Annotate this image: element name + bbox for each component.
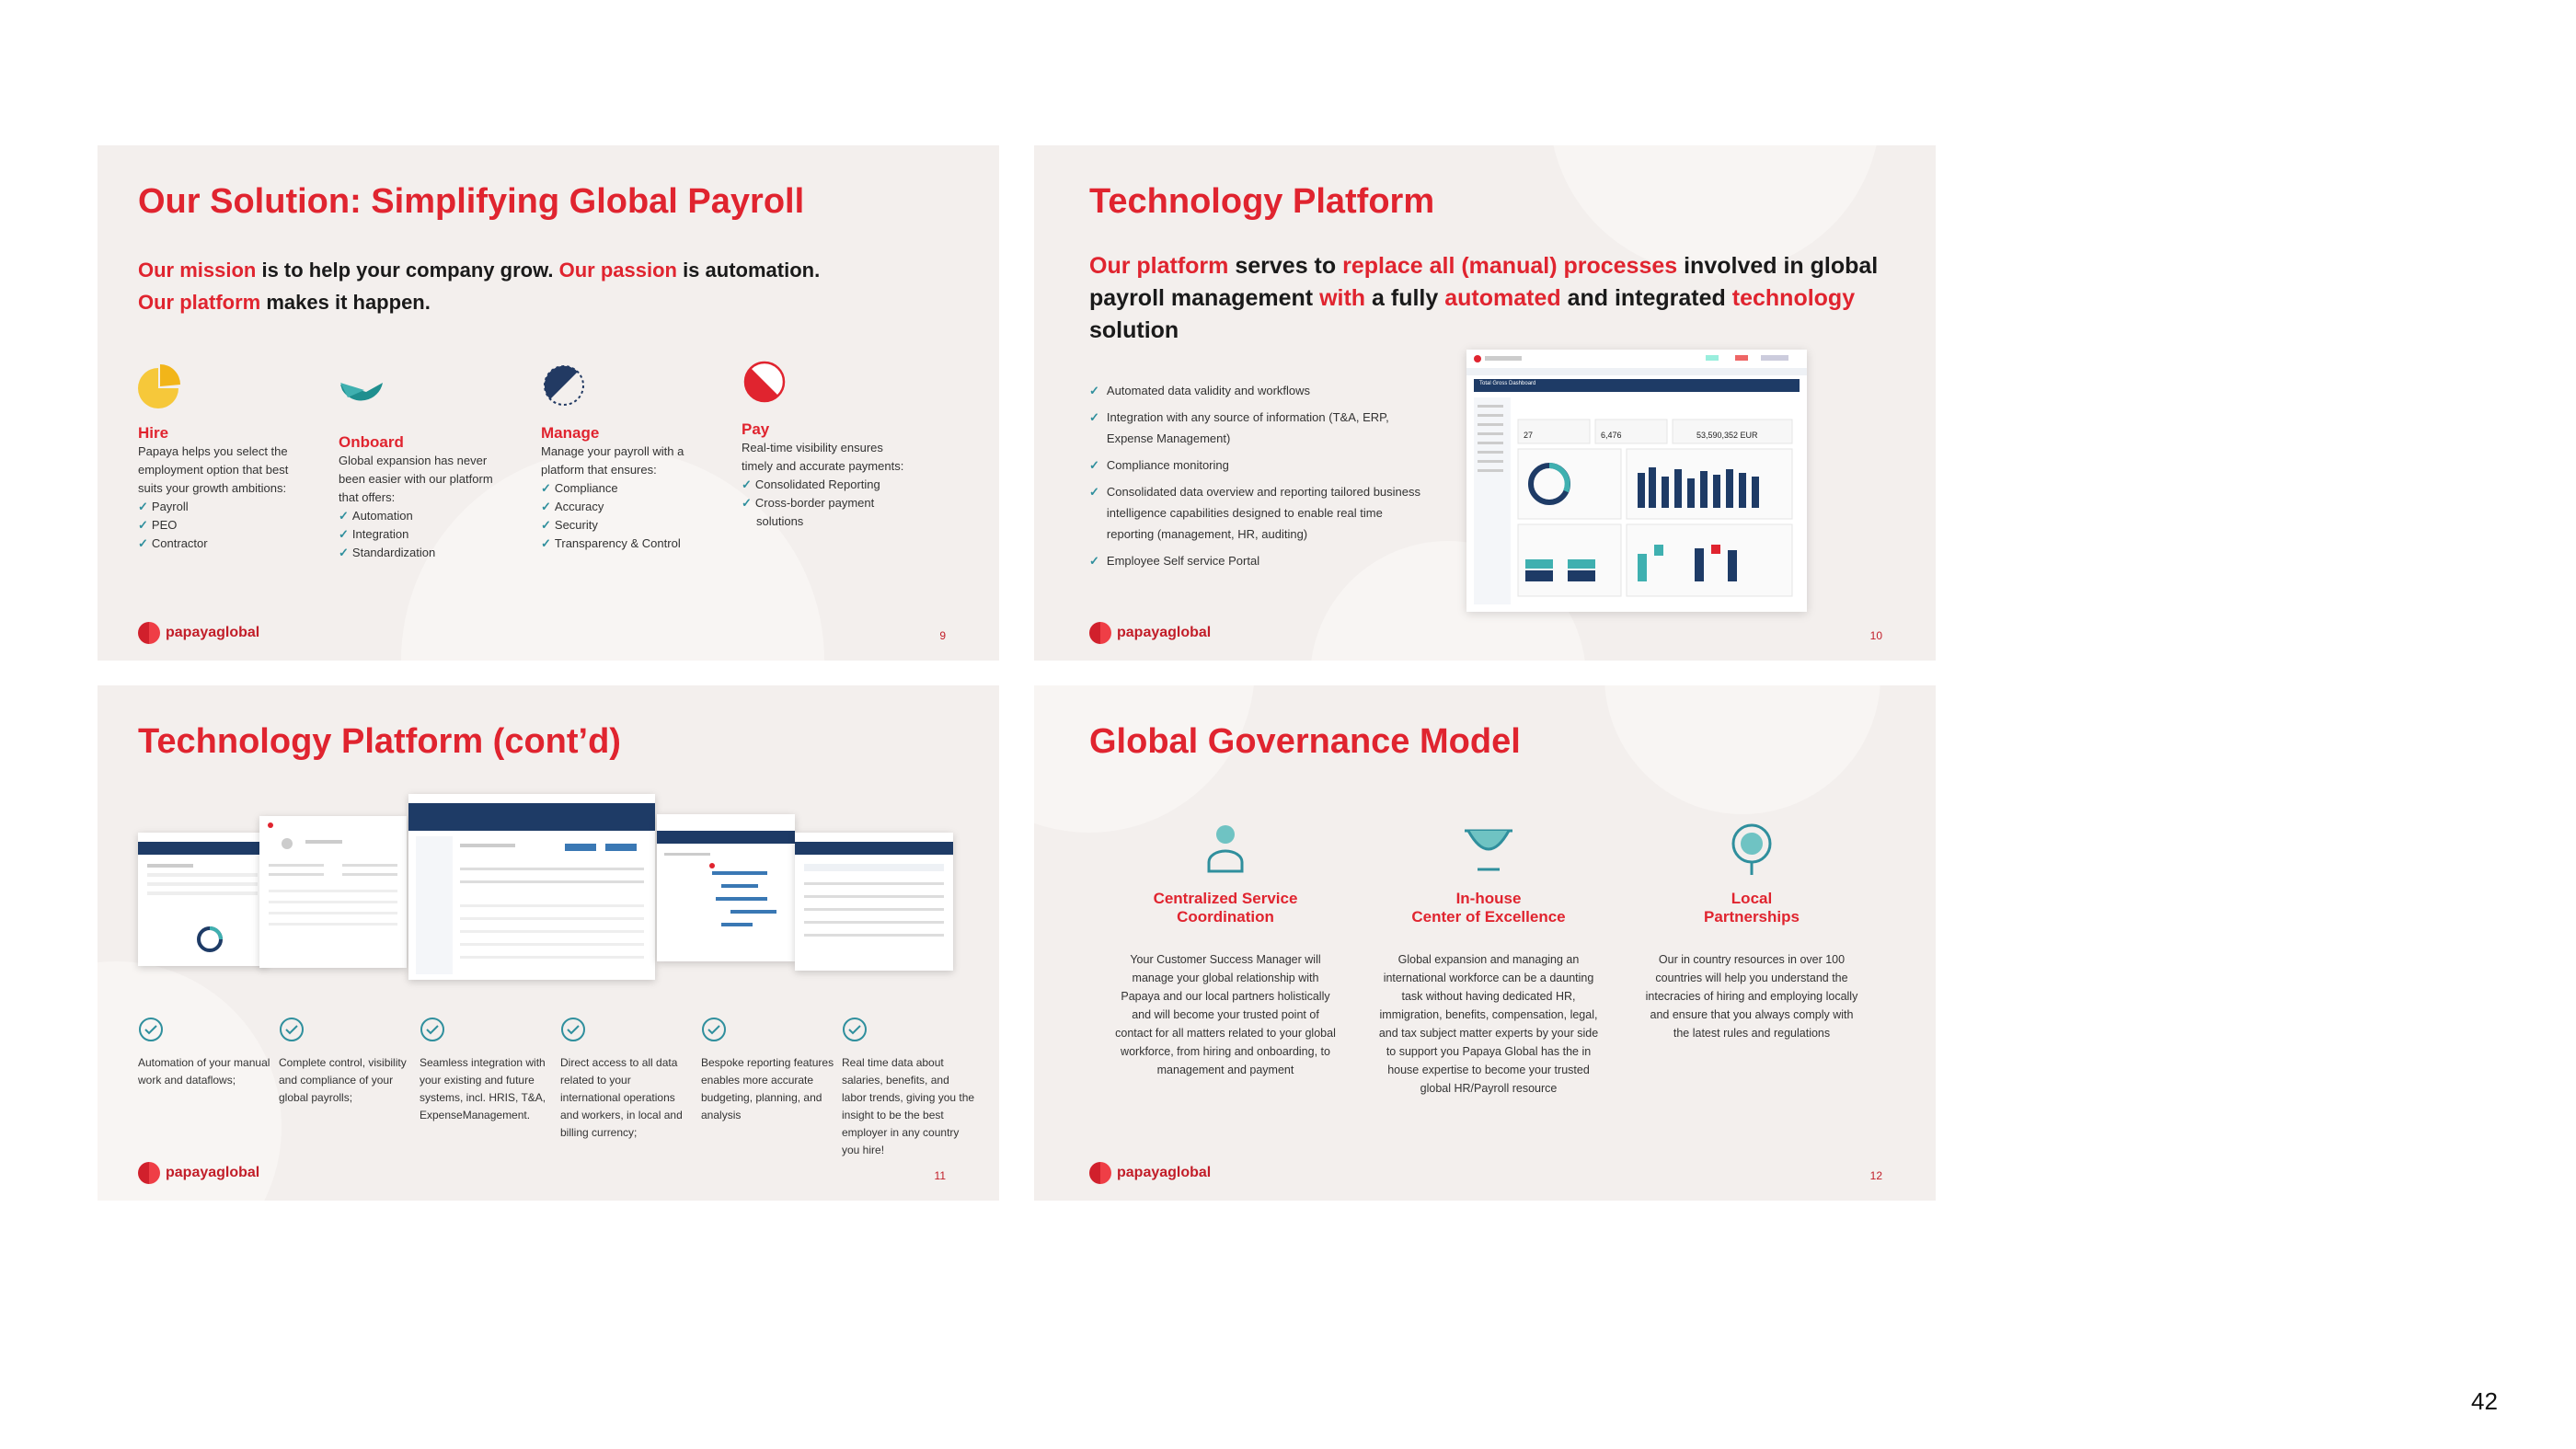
- check-icon: ✓: [742, 477, 752, 491]
- screenshot-content: [657, 844, 795, 963]
- step-onboard: [339, 372, 513, 562]
- screenshot-content: [259, 816, 407, 968]
- screenshot-content: [795, 855, 953, 969]
- bowl-icon: [339, 372, 385, 418]
- feature-integration: Seamless integration with your existing and future systems, incl. HRIS, T&A, ExpenseManagement.: [420, 1017, 553, 1124]
- check-icon: ✓: [1089, 554, 1099, 568]
- step-description: Real-time visibility ensures timely and accurate payments:: [742, 441, 904, 473]
- check-icon: ✓: [1089, 410, 1099, 424]
- person-icon: [1198, 822, 1253, 877]
- check-icon: ✓: [1089, 485, 1099, 499]
- screenshot: [138, 833, 267, 966]
- step-title: Manage: [541, 424, 600, 442]
- check-circle-icon: [560, 1017, 586, 1042]
- screenshot: [259, 816, 407, 968]
- list-item: ✓ Contractor: [138, 536, 208, 550]
- check-icon: ✓: [541, 481, 551, 495]
- governance-centralized-service: [1115, 822, 1336, 1079]
- governance-local-partnerships: [1641, 822, 1862, 1042]
- step-list: [742, 476, 916, 531]
- check-icon: ✓: [742, 496, 752, 510]
- step-manage: [541, 362, 716, 553]
- half-circle-icon: [541, 362, 587, 408]
- feature-control: Complete control, visibility and compliance of your global payrolls;: [279, 1017, 412, 1107]
- screenshot: [408, 794, 655, 980]
- list-item: ✓ Transparency & Control: [541, 536, 681, 550]
- list-item: ✓ Consolidated Reporting: [742, 477, 880, 491]
- check-icon: ✓: [138, 536, 148, 550]
- step-title: Hire: [138, 424, 169, 442]
- slide-our-solution: [98, 145, 999, 661]
- column-description: Global expansion and managing an international workforce can be a daunting task without having dedicated HR, immigration, benefits, compensation, legal, and tax subject matter experts by your side to support you Papaya Global has the in house expertise to become your trusted global HR/Payroll resource: [1378, 953, 1599, 1095]
- step-list: [339, 507, 513, 562]
- step-title: Onboard: [339, 433, 404, 451]
- check-icon: ✓: [1089, 384, 1099, 397]
- check-icon: ✓: [339, 509, 349, 523]
- feature-real-time-data: Real time data about salaries, benefits, and labor trends, giving you the insight to be the best employer in any country you hire!: [842, 1017, 975, 1159]
- slide-number: 12: [1869, 1169, 1882, 1182]
- column-title: In-house Center of Excellence: [1411, 890, 1566, 926]
- list-item: ✓ Security: [541, 518, 598, 532]
- screenshot-collage: [138, 794, 952, 987]
- list-item: ✓ Accuracy: [541, 500, 604, 513]
- feature-reporting: Bespoke reporting features enables more accurate budgeting, planning, and analysis: [701, 1017, 834, 1124]
- pie-chart-icon: [138, 362, 184, 408]
- papaya-logo-icon: [138, 1162, 160, 1184]
- list-item: ✓ Cross-border payment: [742, 496, 875, 510]
- feature-data-access: Direct access to all data related to your international operations and workers, in local and billing currency;: [560, 1017, 694, 1142]
- check-icon: ✓: [541, 500, 551, 513]
- list-item: ✓ Payroll: [138, 500, 189, 513]
- screenshot-content: [408, 831, 655, 978]
- step-list: [541, 479, 716, 553]
- check-circle-icon: [279, 1017, 305, 1042]
- dashboard-stat: 53,590,352 EUR: [1696, 431, 1758, 440]
- list-item: ✓ Consolidated data overview and reporting tailored business intelligence capabilities designed to enable real time reporting (management, HR, auditing): [1089, 481, 1420, 545]
- check-icon: ✓: [339, 546, 349, 559]
- screenshot: [795, 833, 953, 971]
- column-title: Centralized Service Coordination: [1153, 890, 1298, 926]
- split-circle-icon: [742, 359, 788, 405]
- check-circle-icon: [138, 1017, 164, 1042]
- papaya-logo: papayaglobal: [1089, 1162, 1211, 1184]
- check-icon: ✓: [541, 536, 551, 550]
- slide-technology-platform-contd: [98, 685, 999, 1201]
- papaya-logo-icon: [1089, 1162, 1111, 1184]
- slide-global-governance: [1034, 685, 1936, 1201]
- slide-technology-platform: [1034, 145, 1936, 661]
- list-item: ✓ Automated data validity and workflows: [1089, 380, 1420, 401]
- check-circle-icon: [420, 1017, 445, 1042]
- step-description: Papaya helps you select the employment option that best suits your growth ambitions:: [138, 444, 289, 495]
- papaya-logo-icon: [1089, 622, 1111, 644]
- step-description: Manage your payroll with a platform that ensures:: [541, 444, 684, 477]
- step-list: [138, 498, 313, 553]
- step-title: Pay: [742, 420, 770, 438]
- background-blob: [1604, 685, 1880, 814]
- list-item: ✓ Integration with any source of information (T&A, ERP, Expense Management): [1089, 407, 1420, 449]
- list-item-continuation: solutions: [756, 514, 804, 528]
- check-circle-icon: [842, 1017, 868, 1042]
- column-description: Your Customer Success Manager will manage your global relationship with Papaya and our local partners holistically and will become your trusted point of contact for all matters related to your global workforce, from hiring and onboarding, to management and payment: [1115, 953, 1336, 1076]
- check-icon: ✓: [541, 518, 551, 532]
- check-icon: ✓: [138, 500, 148, 513]
- step-pay: [742, 359, 916, 531]
- list-item: ✓ PEO: [138, 518, 178, 532]
- column-title: Local Partnerships: [1704, 890, 1800, 926]
- slide-title: Global Governance Model: [1089, 722, 1521, 761]
- list-item: ✓ Employee Self service Portal: [1089, 550, 1420, 571]
- list-item: ✓ Standardization: [339, 546, 436, 559]
- dashboard-stat: 6,476: [1601, 431, 1622, 440]
- feature-bullets: [1089, 380, 1420, 577]
- check-icon: ✓: [138, 518, 148, 532]
- list-item: ✓ Integration: [339, 527, 409, 541]
- dashboard-stat: 27: [1524, 431, 1534, 440]
- slide-title: Our Solution: Simplifying Global Payroll: [138, 182, 805, 221]
- check-circle-icon: [701, 1017, 727, 1042]
- hourglass-icon: [1461, 822, 1516, 877]
- step-description: Global expansion has never been easier with our platform that offers:: [339, 454, 493, 504]
- platform-intro: Our platform serves to replace all (manual) processes involved in global payroll management with a fully automated and integrated technology solution: [1089, 253, 1879, 343]
- slide-number: 10: [1869, 629, 1882, 642]
- check-icon: ✓: [1089, 458, 1099, 472]
- dashboard-graphic: [1466, 350, 1807, 612]
- screenshot-content: [138, 855, 267, 965]
- governance-center-of-excellence: [1378, 822, 1599, 1098]
- papaya-logo: papayaglobal: [138, 1162, 259, 1184]
- check-icon: ✓: [339, 527, 349, 541]
- location-pin-icon: [1724, 822, 1779, 877]
- slide-title: Technology Platform: [1089, 182, 1435, 221]
- slide-number: 11: [934, 1169, 946, 1182]
- mission-statement: Our mission is to help your company grow. Our passion is automation. Our platform makes it happen.: [138, 259, 821, 314]
- papaya-logo: papayaglobal: [138, 622, 259, 644]
- feature-automation: Automation of your manual work and dataflows;: [138, 1017, 271, 1089]
- dashboard-screenshot: [1466, 350, 1807, 612]
- list-item: ✓ Compliance monitoring: [1089, 454, 1420, 476]
- papaya-logo-icon: [138, 622, 160, 644]
- column-description: Our in country resources in over 100 countries will help you understand the intecracies of hiring and employing locally and ensure that you always comply with the latest rules and regulations: [1645, 953, 1858, 1040]
- step-hire: [138, 362, 313, 553]
- papaya-logo: papayaglobal: [1089, 622, 1211, 644]
- list-item: ✓ Compliance: [541, 481, 618, 495]
- slide-number: 9: [939, 629, 946, 642]
- list-item: ✓ Automation: [339, 509, 413, 523]
- screenshot: [657, 814, 795, 961]
- dashboard-banner: Total Gross Dashboard: [1479, 381, 1536, 386]
- page-number: 42: [2471, 1387, 2498, 1415]
- slide-title: Technology Platform (cont’d): [138, 722, 621, 761]
